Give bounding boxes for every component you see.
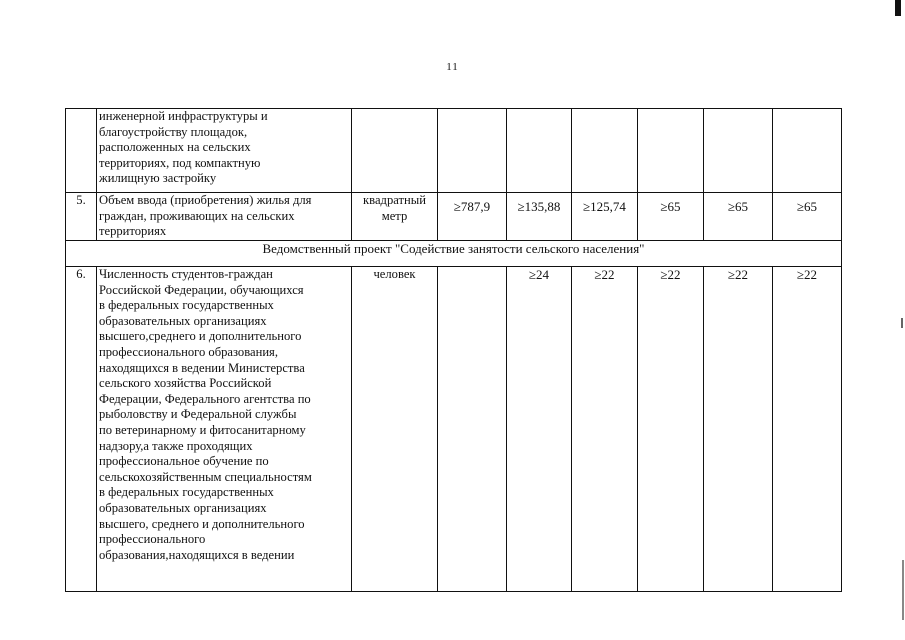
indicator-name [97,267,352,592]
indicators-table [65,108,842,592]
row-number [66,109,97,193]
value-cell: ≥65 [638,193,704,241]
value-cell: ≥65 [773,193,842,241]
indicator-name-line: по ветеринарному и фитосанитарному [99,422,306,437]
indicator-name-line: Российской Федерации, обучающихся [99,282,304,297]
value-cell: ≥22 [638,267,704,592]
indicator-name-line: образовательных организациях [99,500,267,515]
value-cell [638,109,704,193]
value-cell [438,109,507,193]
indicator-name-line: инженерной инфраструктуры и [99,109,268,123]
indicator-name-line: благоустройству площадок, [99,124,248,139]
value-cell: ≥22 [704,267,773,592]
row-number: 5. [66,193,97,241]
value-cell [704,109,773,193]
section-title: Ведомственный проект "Содействие занятости сельского населения" [66,241,842,267]
value-cell: ≥24 [507,267,572,592]
unit-cell: квадратный метр [352,193,438,241]
indicator-name-line: высшего, среднего и дополнительного [99,516,305,531]
table-row [66,109,842,193]
scan-edge-mark [895,0,901,16]
value-cell [572,109,638,193]
indicator-name-line: в федеральных государственных [99,485,274,500]
indicator-name-line: профессионального образования, [99,344,278,359]
indicator-name-line: сельского хозяйства Российской [99,376,272,391]
indicator-name-line: надзору,а также проходящих [99,438,253,453]
indicator-name-line: расположенных на сельских [99,140,251,155]
indicator-name-line: Объем ввода (приобретения) жилья для [99,193,312,207]
indicator-name-line: территориях, под компактную [99,155,261,170]
indicator-name-line: профессионального [99,532,206,547]
value-cell [438,267,507,592]
indicator-name-line: жилищную застройку [99,171,217,186]
row-number: 6. [66,267,97,592]
value-cell: ≥135,88 [507,193,572,241]
indicator-name-line: территориях [99,224,167,239]
indicator-name-line: в федеральных государственных [99,298,274,313]
indicator-name-line: граждан, проживающих на сельских [99,208,295,223]
unit-cell: человек [352,267,438,592]
scan-edge-speck [901,318,903,328]
indicator-name-line: рыболовству и Федеральной службы [99,407,297,422]
indicator-name-line: Федерации, Федерального агентства по [99,391,311,406]
indicator-name [97,193,352,241]
indicator-name-line: Численность студентов-граждан [99,267,273,281]
value-cell: ≥22 [572,267,638,592]
value-cell: ≥22 [773,267,842,592]
indicator-name-line: находящихся в ведении Министерства [99,360,305,375]
table-row [66,267,842,592]
page-number: 11 [446,61,459,73]
indicator-name-line: образования,находящихся в ведении [99,547,295,562]
value-cell [507,109,572,193]
indicator-name-line: высшего,среднего и дополнительного [99,329,302,344]
unit-cell [352,109,438,193]
section-row [66,241,842,267]
value-cell: ≥125,74 [572,193,638,241]
indicator-name-line: профессиональное обучение по [99,454,269,469]
value-cell: ≥65 [704,193,773,241]
indicator-name-line: образовательных организациях [99,313,267,328]
indicator-name-line: сельскохозяйственным специальностям [99,469,312,484]
value-cell [773,109,842,193]
table-row [66,193,842,241]
scan-edge-speck [902,560,904,620]
indicator-name [97,109,352,193]
value-cell: ≥787,9 [438,193,507,241]
